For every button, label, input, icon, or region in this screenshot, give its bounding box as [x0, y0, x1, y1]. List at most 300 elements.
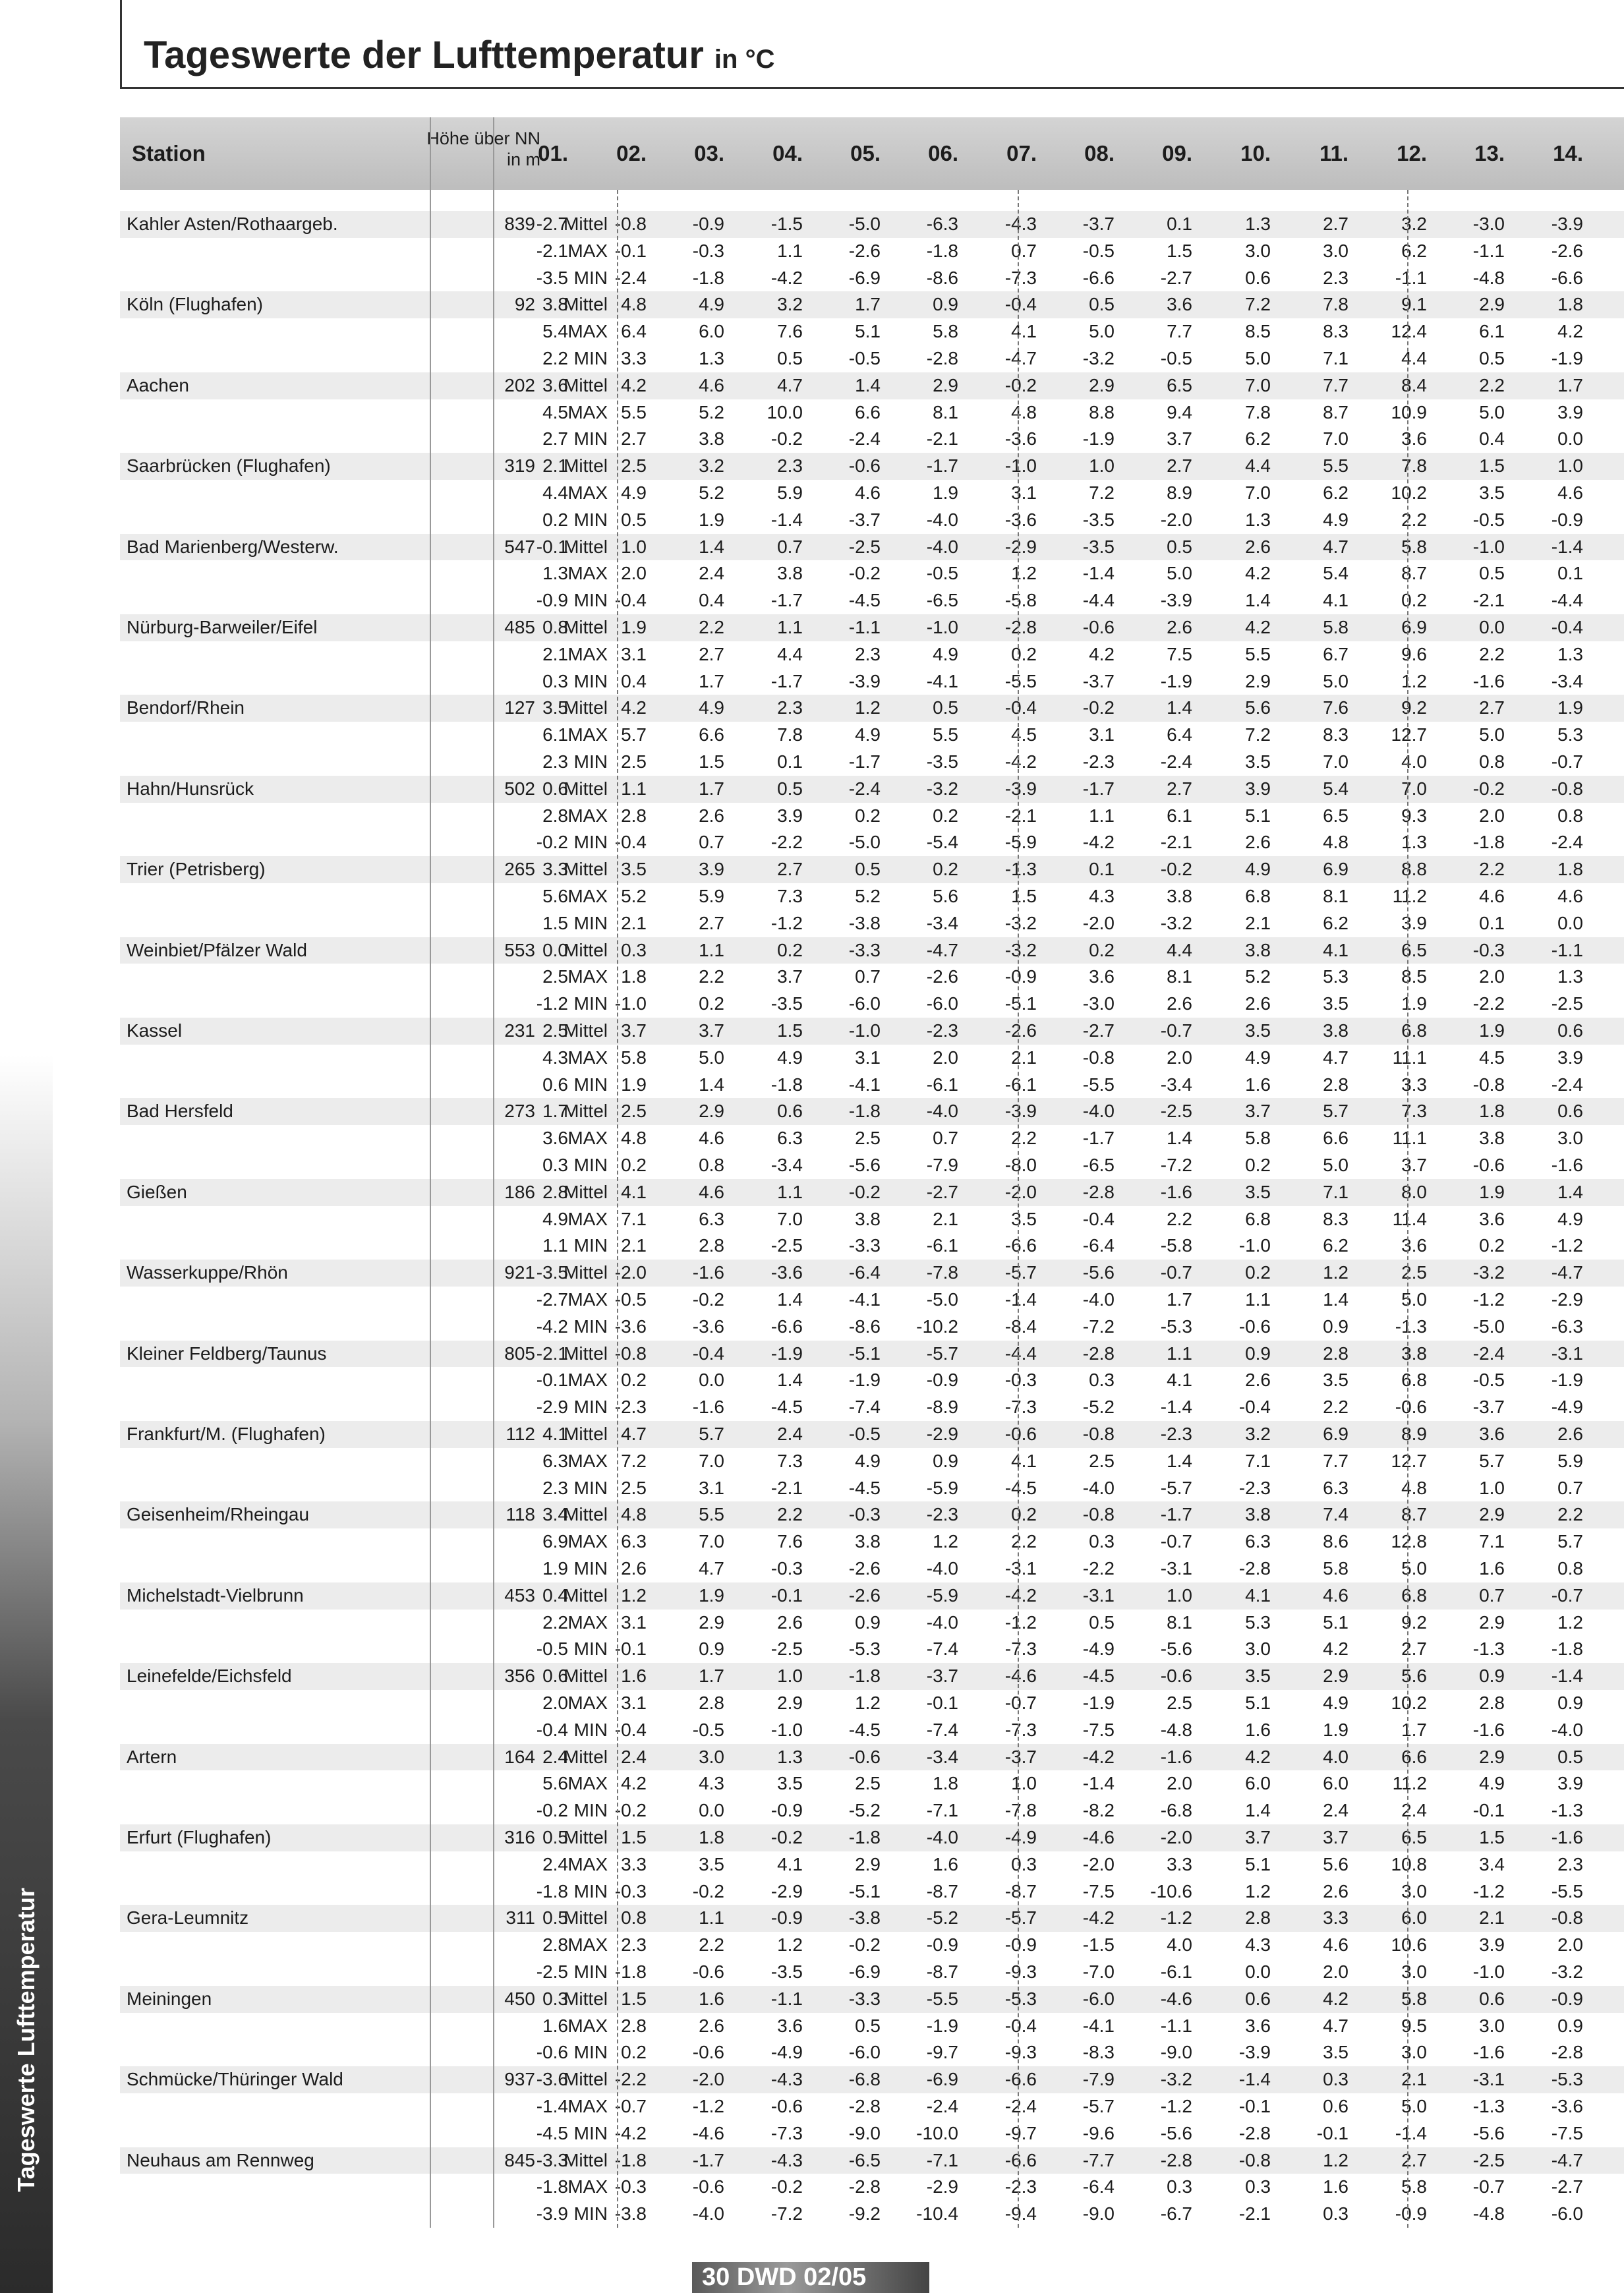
temperature-value: -4.3 — [770, 2149, 803, 2170]
temperature-value: -6.6 — [1004, 2069, 1037, 2090]
temperature-value: 10.2 — [1391, 482, 1427, 503]
temperature-value: -7.5 — [1082, 1880, 1115, 1901]
table-row — [120, 1018, 1624, 1045]
temperature-value: -3.2 — [1160, 912, 1192, 933]
temperature-value: -7.1 — [926, 2149, 958, 2170]
temperature-value: -4.2 — [1004, 1584, 1037, 1606]
temperature-value: -0.8 — [1082, 1504, 1115, 1525]
temperature-value: -2.5 — [848, 536, 881, 557]
temperature-value: -1.4 — [1551, 536, 1583, 557]
temperature-value: -9.3 — [1004, 2042, 1037, 2063]
temperature-value: -3.4 — [1160, 1074, 1192, 1095]
temperature-value: -6.8 — [848, 2069, 881, 2090]
temperature-value: 0.9 — [699, 1639, 724, 1660]
temperature-value: 1.3 — [777, 1746, 803, 1767]
table-row — [120, 2120, 1624, 2147]
table-row — [120, 910, 1624, 937]
temperature-value: 1.2 — [777, 1934, 803, 1956]
temperature-value: 0.5 — [855, 859, 881, 880]
temperature-value: 1.1 — [777, 617, 803, 637]
temperature-value: 3.7 — [1401, 1155, 1427, 1175]
temperature-value: 1.4 — [1245, 590, 1271, 611]
temperature-value: -4.7 — [926, 939, 958, 960]
temperature-value: 0.7 — [855, 966, 881, 987]
temperature-value: 2.7 — [1323, 214, 1348, 234]
temperature-value: 10.2 — [1391, 1693, 1427, 1713]
temperature-value: 12.7 — [1391, 724, 1427, 745]
temperature-value: -2.3 — [1160, 1424, 1192, 1444]
temperature-value: -3.2 — [1551, 1961, 1583, 1982]
temperature-value: -3.2 — [1472, 1262, 1505, 1283]
temperature-value: 1.0 — [1011, 1773, 1037, 1794]
temperature-value: -0.8 — [1238, 2149, 1271, 2170]
temperature-value: -3.3 — [848, 1235, 881, 1256]
temperature-value: 0.2 — [933, 805, 958, 826]
temperature-value: 2.9 — [1479, 1611, 1505, 1633]
temperature-value: 1.1 — [542, 1235, 568, 1256]
temperature-value: 2.1 — [1401, 2069, 1427, 2090]
temperature-value: 0.1 — [1557, 563, 1583, 584]
temperature-value: -1.6 — [692, 1397, 724, 1418]
row-type: MIN — [573, 1880, 608, 1901]
temperature-value: 1.8 — [699, 1827, 724, 1847]
temperature-value: -0.9 — [1551, 509, 1583, 530]
temperature-value: -0.7 — [1160, 1262, 1192, 1283]
temperature-value: 5.8 — [1401, 2176, 1427, 2197]
temperature-value: -3.6 — [1004, 509, 1037, 530]
temperature-value: 3.4 — [542, 1504, 568, 1525]
temperature-value: 8.9 — [1401, 1424, 1427, 1444]
row-type: MIN — [573, 348, 608, 368]
header-station: Station — [132, 141, 206, 165]
temperature-value: 3.8 — [855, 1208, 881, 1229]
temperature-value: -3.7 — [1082, 214, 1115, 234]
temperature-value: -1.7 — [1082, 778, 1115, 799]
temperature-value: 0.0 — [1557, 428, 1583, 450]
temperature-value: -2.9 — [926, 1424, 958, 1444]
table-row — [120, 2066, 1624, 2093]
temperature-value: -1.1 — [770, 1988, 803, 2009]
temperature-value: -1.2 — [1472, 1289, 1505, 1310]
temperature-value: 6.1 — [1479, 321, 1505, 342]
temperature-value: 3.2 — [1401, 214, 1427, 234]
temperature-value: 3.9 — [699, 859, 724, 880]
temperature-value: 8.5 — [1245, 321, 1271, 342]
temperature-value: -4.0 — [1551, 1719, 1583, 1740]
temperature-value: 5.9 — [1557, 1450, 1583, 1471]
temperature-value: 2.6 — [1167, 993, 1192, 1014]
temperature-value: 2.5 — [542, 966, 568, 987]
temperature-value: 4.6 — [699, 1181, 724, 1202]
temperature-value: 3.5 — [1245, 751, 1271, 772]
temperature-value: 2.4 — [542, 1853, 568, 1874]
temperature-value: 4.7 — [777, 374, 803, 395]
station-name: Trier (Petrisberg) — [127, 859, 266, 880]
temperature-value: -10.2 — [916, 1316, 958, 1337]
temperature-value: -1.8 — [692, 267, 724, 288]
temperature-value: -0.1 — [536, 1370, 568, 1391]
temperature-value: 1.5 — [1479, 1827, 1505, 1847]
temperature-value: 2.8 — [621, 2015, 647, 2036]
station-name: Michelstadt-Vielbrunn — [127, 1584, 304, 1606]
temperature-value: 1.3 — [1245, 214, 1271, 234]
temperature-value: 2.9 — [699, 1611, 724, 1633]
temperature-value: -1.3 — [1004, 859, 1037, 880]
temperature-value: 3.6 — [1479, 1208, 1505, 1229]
header-day: 12. — [1397, 141, 1427, 165]
temperature-value: 1.3 — [699, 348, 724, 368]
temperature-value: -4.0 — [1082, 1477, 1115, 1498]
row-type: MIN — [573, 2122, 608, 2143]
temperature-value: 2.2 — [699, 966, 724, 987]
temperature-value: -1.8 — [1472, 832, 1505, 853]
temperature-value: 0.0 — [542, 939, 568, 960]
station-elevation: 319 — [504, 455, 535, 477]
row-type: Mittel — [564, 214, 608, 234]
temperature-value: -1.7 — [692, 2149, 724, 2170]
row-type: MAX — [567, 886, 608, 906]
temperature-value: 0.2 — [1011, 643, 1037, 664]
temperature-value: 10.6 — [1391, 1934, 1427, 1956]
temperature-value: 4.6 — [699, 374, 724, 395]
temperature-value: 2.0 — [933, 1047, 958, 1068]
temperature-value: 6.9 — [1323, 1424, 1348, 1444]
temperature-value: 7.0 — [1323, 428, 1348, 450]
temperature-value: -3.7 — [848, 509, 881, 530]
temperature-value: 2.7 — [777, 859, 803, 880]
temperature-value: -5.1 — [848, 1880, 881, 1901]
temperature-value: -0.2 — [1004, 374, 1037, 395]
temperature-value: 0.6 — [542, 1666, 568, 1687]
temperature-value: -4.0 — [926, 536, 958, 557]
temperature-value: 5.8 — [1323, 617, 1348, 637]
temperature-value: 1.6 — [1245, 1719, 1271, 1740]
temperature-value: -1.0 — [1238, 1235, 1271, 1256]
station-name: Schmücke/Thüringer Wald — [127, 2069, 343, 2090]
temperature-value: 2.9 — [1479, 1746, 1505, 1767]
temperature-value: 3.5 — [1011, 1208, 1037, 1229]
row-type: Mittel — [564, 1101, 608, 1122]
temperature-value: -4.8 — [1160, 1719, 1192, 1740]
temperature-value: 0.1 — [1479, 912, 1505, 933]
temperature-value: -1.9 — [848, 1370, 881, 1391]
temperature-value: -0.9 — [1551, 1988, 1583, 2009]
temperature-value: 5.3 — [1557, 724, 1583, 745]
table-row — [120, 1179, 1624, 1206]
temperature-value: -4.9 — [1082, 1639, 1115, 1660]
temperature-value: 6.5 — [1167, 374, 1192, 395]
temperature-value: 5.0 — [1401, 1558, 1427, 1579]
temperature-value: 1.4 — [699, 536, 724, 557]
temperature-value: 0.5 — [542, 1907, 568, 1929]
header-day: 13. — [1474, 141, 1505, 165]
temperature-value: 3.0 — [1557, 1128, 1583, 1149]
temperature-value: 0.3 — [1089, 1531, 1115, 1552]
temperature-value: -1.9 — [1082, 1693, 1115, 1713]
temperature-value: 4.9 — [1245, 1047, 1271, 1068]
row-type: MAX — [567, 563, 608, 584]
temperature-value: -7.0 — [1082, 1961, 1115, 1982]
temperature-value: 5.0 — [1167, 563, 1192, 584]
temperature-value: 3.1 — [1089, 724, 1115, 745]
temperature-value: -4.0 — [926, 1558, 958, 1579]
temperature-value: 7.2 — [1245, 724, 1271, 745]
temperature-value: 6.8 — [1245, 1208, 1271, 1229]
temperature-value: 3.8 — [699, 428, 724, 450]
temperature-value: -0.4 — [1551, 617, 1583, 637]
temperature-value: 7.0 — [777, 1208, 803, 1229]
temperature-value: -3.9 — [1551, 214, 1583, 234]
table-row — [120, 2013, 1624, 2040]
temperature-value: 2.2 — [777, 1504, 803, 1525]
temperature-value: 6.0 — [1323, 1773, 1348, 1794]
temperature-value: 5.4 — [1323, 778, 1348, 799]
station-name: Bad Marienberg/Westerw. — [127, 536, 339, 557]
row-type: MAX — [567, 966, 608, 987]
station-elevation: 921 — [504, 1262, 535, 1283]
temperature-value: -3.4 — [1551, 670, 1583, 691]
temperature-value: 5.7 — [699, 1424, 724, 1444]
temperature-value: -0.6 — [692, 2042, 724, 2063]
temperature-value: 1.7 — [542, 1101, 568, 1122]
temperature-value: -3.4 — [926, 912, 958, 933]
temperature-value: 1.1 — [777, 240, 803, 261]
temperature-value: -5.0 — [1472, 1316, 1505, 1337]
temperature-value: 5.4 — [1323, 563, 1348, 584]
temperature-value: 5.3 — [1245, 1611, 1271, 1633]
temperature-value: 0.6 — [777, 1101, 803, 1122]
temperature-value: -2.4 — [926, 2096, 958, 2116]
temperature-value: -2.6 — [848, 1558, 881, 1579]
temperature-value: -2.8 — [848, 2096, 881, 2116]
temperature-value: 4.6 — [1557, 482, 1583, 503]
temperature-value: 1.2 — [1323, 2149, 1348, 2170]
station-name: Geisenheim/Rheingau — [127, 1504, 310, 1525]
temperature-value: -3.2 — [1160, 2069, 1192, 2090]
temperature-value: -4.2 — [614, 2122, 647, 2143]
temperature-value: 2.1 — [621, 912, 647, 933]
temperature-value: 1.5 — [1479, 455, 1505, 477]
temperature-value: -4.1 — [848, 1074, 881, 1095]
temperature-value: 1.9 — [621, 1074, 647, 1095]
temperature-value: 5.6 — [1245, 697, 1271, 718]
temperature-value: 3.7 — [1245, 1827, 1271, 1847]
table-row — [120, 1260, 1624, 1287]
temperature-value: 2.7 — [1167, 778, 1192, 799]
temperature-value: 0.1 — [777, 751, 803, 772]
station-elevation: 805 — [504, 1343, 535, 1364]
temperature-value: -2.5 — [1472, 2149, 1505, 2170]
temperature-value: 2.0 — [1323, 1961, 1348, 1982]
temperature-value: -2.2 — [1082, 1558, 1115, 1579]
column-divider — [617, 190, 618, 2228]
temperature-value: 5.0 — [1401, 1289, 1427, 1310]
row-type: Mittel — [564, 455, 608, 477]
temperature-value: -0.6 — [848, 1746, 881, 1767]
temperature-value: -0.8 — [1082, 1047, 1115, 1068]
temperature-value: -7.2 — [1160, 1155, 1192, 1175]
temperature-value: 7.5 — [1167, 643, 1192, 664]
temperature-value: 3.3 — [621, 348, 647, 368]
temperature-value: 1.1 — [699, 1907, 724, 1929]
temperature-value: 3.1 — [621, 643, 647, 664]
temperature-value: 6.3 — [777, 1128, 803, 1149]
temperature-value: 2.0 — [1479, 966, 1505, 987]
row-type: MIN — [573, 1397, 608, 1418]
temperature-value: -0.2 — [848, 1934, 881, 1956]
temperature-value: -0.4 — [1082, 1208, 1115, 1229]
temperature-value: -7.3 — [1004, 1639, 1037, 1660]
page-title — [144, 33, 774, 77]
temperature-value: 3.5 — [1245, 1020, 1271, 1041]
table-row — [120, 1932, 1624, 1959]
temperature-value: -2.4 — [1472, 1343, 1505, 1364]
temperature-value: -0.2 — [536, 1800, 568, 1821]
temperature-value: -1.4 — [1004, 1289, 1037, 1310]
row-type: MAX — [567, 1047, 608, 1068]
temperature-value: 3.5 — [699, 1853, 724, 1874]
temperature-value: 3.0 — [1401, 2042, 1427, 2063]
temperature-value: 9.6 — [1401, 643, 1427, 664]
station-name: Gera-Leumnitz — [127, 1907, 249, 1929]
temperature-value: -4.2 — [1004, 751, 1037, 772]
temperature-value: -6.4 — [1082, 1235, 1115, 1256]
temperature-value: 5.7 — [1323, 1101, 1348, 1122]
temperature-value: -4.7 — [1551, 2149, 1583, 2170]
temperature-value: 2.3 — [777, 455, 803, 477]
station-elevation: 553 — [504, 939, 535, 960]
row-type: Mittel — [564, 374, 608, 395]
temperature-value: 4.9 — [1323, 509, 1348, 530]
temperature-value: -1.8 — [770, 1074, 803, 1095]
temperature-value: 0.3 — [1323, 2203, 1348, 2224]
temperature-value: 4.3 — [1089, 886, 1115, 906]
temperature-value: 2.6 — [1323, 1880, 1348, 1901]
temperature-value: -1.7 — [1082, 1128, 1115, 1149]
temperature-value: 1.7 — [699, 670, 724, 691]
temperature-value: -1.6 — [1160, 1181, 1192, 1202]
temperature-value: -9.7 — [1004, 2122, 1037, 2143]
temperature-value: -2.4 — [848, 428, 881, 450]
temperature-value: 0.9 — [1245, 1343, 1271, 1364]
temperature-value: -0.9 — [926, 1934, 958, 1956]
temperature-value: 8.0 — [1401, 1181, 1427, 1202]
temperature-value: 7.0 — [1323, 751, 1348, 772]
temperature-value: -3.5 — [536, 267, 568, 288]
temperature-value: 0.0 — [699, 1800, 724, 1821]
temperature-value: 11.4 — [1392, 1208, 1427, 1229]
row-type: Mittel — [564, 617, 608, 637]
station-name: Neuhaus am Rennweg — [127, 2149, 314, 2170]
temperature-value: -1.0 — [770, 1719, 803, 1740]
row-type: MAX — [567, 1693, 608, 1713]
temperature-value: 4.4 — [1167, 939, 1192, 960]
temperature-value: 6.6 — [699, 724, 724, 745]
temperature-value: -2.9 — [770, 1880, 803, 1901]
temperature-value: -4.9 — [770, 2042, 803, 2063]
temperature-value: -1.9 — [770, 1343, 803, 1364]
temperature-value: -0.5 — [1472, 509, 1505, 530]
temperature-value: 3.2 — [699, 455, 724, 477]
temperature-value: -1.7 — [1160, 1504, 1192, 1525]
temperature-value: 8.1 — [1167, 1611, 1192, 1633]
temperature-value: 5.7 — [1479, 1450, 1505, 1471]
temperature-value: 0.2 — [621, 2042, 647, 2063]
row-type: MAX — [567, 805, 608, 826]
row-type: MAX — [567, 1370, 608, 1391]
table-row — [120, 453, 1624, 480]
temperature-value: 3.0 — [1401, 1961, 1427, 1982]
temperature-value: 7.3 — [777, 1450, 803, 1471]
temperature-value: -1.4 — [1551, 1666, 1583, 1687]
temperature-value: 3.8 — [777, 563, 803, 584]
temperature-value: -6.8 — [1160, 1800, 1192, 1821]
temperature-value: 5.8 — [1323, 1558, 1348, 1579]
temperature-value: 1.5 — [1011, 886, 1037, 906]
temperature-value: -5.7 — [1004, 1262, 1037, 1283]
temperature-value: -4.2 — [1082, 1746, 1115, 1767]
temperature-value: 2.7 — [1167, 455, 1192, 477]
temperature-value: -5.3 — [1551, 2069, 1583, 2090]
temperature-value: 2.4 — [699, 563, 724, 584]
header-elevation-line2: in m — [506, 150, 540, 169]
temperature-value: 5.8 — [933, 321, 958, 342]
temperature-value: -7.9 — [926, 1155, 958, 1175]
temperature-value: -1.4 — [770, 509, 803, 530]
temperature-value: 3.6 — [1479, 1424, 1505, 1444]
temperature-value: 8.8 — [1401, 859, 1427, 880]
temperature-value: 2.8 — [1479, 1693, 1505, 1713]
temperature-value: 2.8 — [542, 805, 568, 826]
table-row — [120, 1824, 1624, 1851]
temperature-value: -0.8 — [614, 214, 647, 234]
temperature-value: 0.3 — [542, 1155, 568, 1175]
temperature-value: -0.2 — [692, 1289, 724, 1310]
temperature-value: 1.9 — [699, 1584, 724, 1606]
temperature-value: 6.8 — [1401, 1584, 1427, 1606]
temperature-value: -6.0 — [1082, 1988, 1115, 2009]
temperature-value: 6.5 — [1401, 1827, 1427, 1847]
temperature-value: -2.4 — [1160, 751, 1192, 772]
temperature-value: -2.7 — [1551, 2176, 1583, 2197]
header-day: 06. — [928, 141, 958, 165]
temperature-value: 0.7 — [777, 536, 803, 557]
station-name: Wasserkuppe/Rhön — [127, 1262, 288, 1283]
temperature-value: -1.5 — [770, 214, 803, 234]
temperature-value: -5.6 — [1160, 2122, 1192, 2143]
temperature-value: 4.2 — [1245, 1746, 1271, 1767]
temperature-value: 2.8 — [542, 1181, 568, 1202]
temperature-value: -0.8 — [1551, 778, 1583, 799]
temperature-value: -2.6 — [926, 966, 958, 987]
temperature-value: 0.6 — [1557, 1101, 1583, 1122]
temperature-value: -7.9 — [1082, 2069, 1115, 2090]
temperature-value: -2.4 — [848, 778, 881, 799]
temperature-value: -1.5 — [1082, 1934, 1115, 1956]
temperature-value: -7.4 — [926, 1719, 958, 1740]
temperature-value: -6.3 — [1551, 1316, 1583, 1337]
temperature-value: 2.7 — [1401, 2149, 1427, 2170]
temperature-value: 4.1 — [1323, 939, 1348, 960]
temperature-value: -5.2 — [1082, 1397, 1115, 1418]
temperature-value: 7.7 — [1167, 321, 1192, 342]
table-row — [120, 1610, 1624, 1637]
temperature-value: -0.4 — [536, 1719, 568, 1740]
temperature-value: -2.6 — [1551, 240, 1583, 261]
temperature-value: 3.6 — [1167, 294, 1192, 315]
temperature-value: -5.6 — [1472, 2122, 1505, 2143]
temperature-value: -3.6 — [770, 1262, 803, 1283]
